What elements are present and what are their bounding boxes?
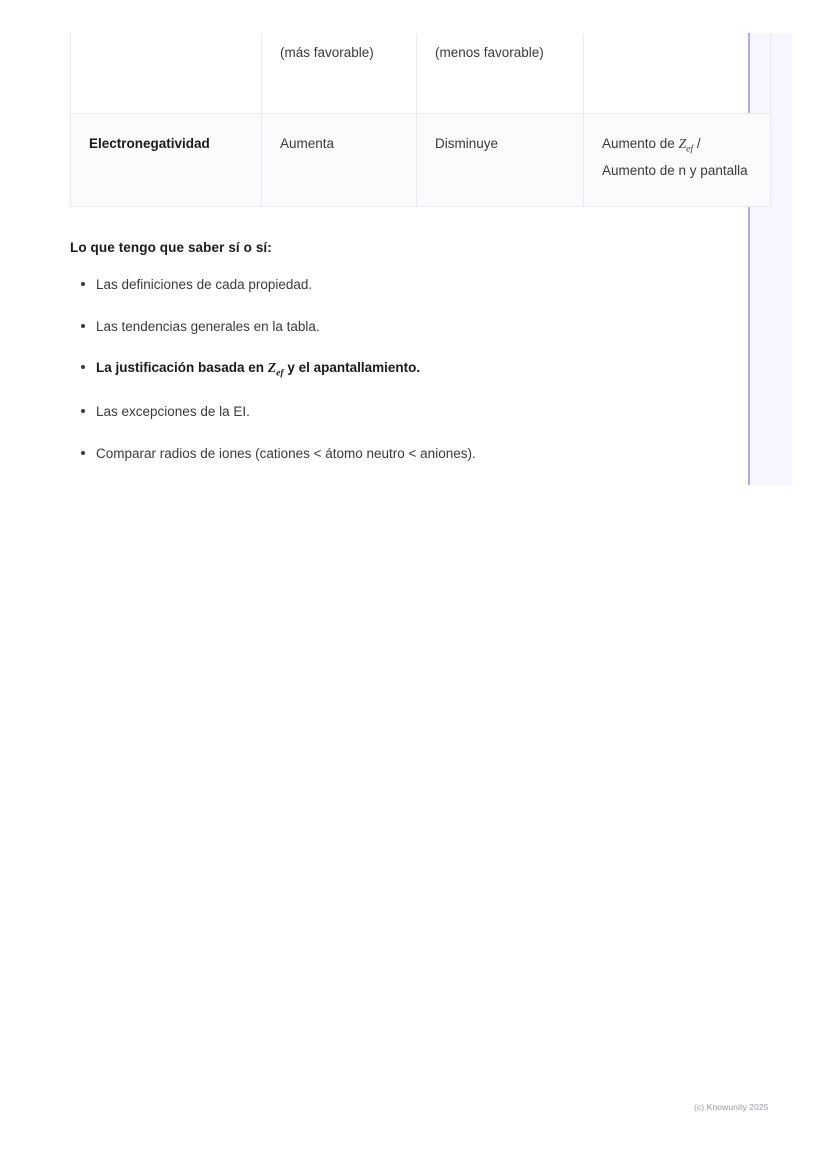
list-item: Las tendencias generales en la tabla. [96, 316, 716, 338]
section-heading: Lo que tengo que saber sí o sí: [70, 240, 272, 255]
table-row [71, 33, 771, 114]
list-item-text-after: y el apantallamiento. [283, 360, 421, 376]
table-cell-justification [584, 114, 771, 207]
list-item: Las excepciones de la EI. [96, 401, 716, 423]
justification-suffix: / Aumento de n y pantalla [602, 136, 748, 178]
periodic-properties-table [70, 33, 748, 207]
justification-prefix: Aumento de [602, 136, 679, 151]
table-cell-property: Electronegatividad [71, 114, 262, 207]
table-cell-group-trend: (menos favorable) [417, 33, 584, 114]
table-cell-period-trend: (más favorable) [262, 33, 417, 114]
table-cell-period-trend: Aumenta [262, 114, 417, 207]
footer-copyright: (c) Knowunity 2025 [694, 1102, 769, 1112]
zef-symbol: $Z_{ef}$ [678, 136, 694, 155]
zef-symbol: $Z_{ef}$ [267, 360, 284, 379]
table-cell-property [71, 33, 262, 114]
list-item: Las definiciones de cada propiedad. [96, 274, 716, 296]
key-points-list [70, 274, 716, 485]
list-item: Comparar radios de iones (cationes < átomo neutro < aniones). [96, 443, 716, 465]
list-item-text-before: La justificación basada en [96, 360, 268, 376]
table-row [71, 114, 771, 207]
table-cell-justification [584, 33, 771, 114]
list-item [96, 357, 716, 381]
table-cell-group-trend: Disminuye [417, 114, 584, 207]
